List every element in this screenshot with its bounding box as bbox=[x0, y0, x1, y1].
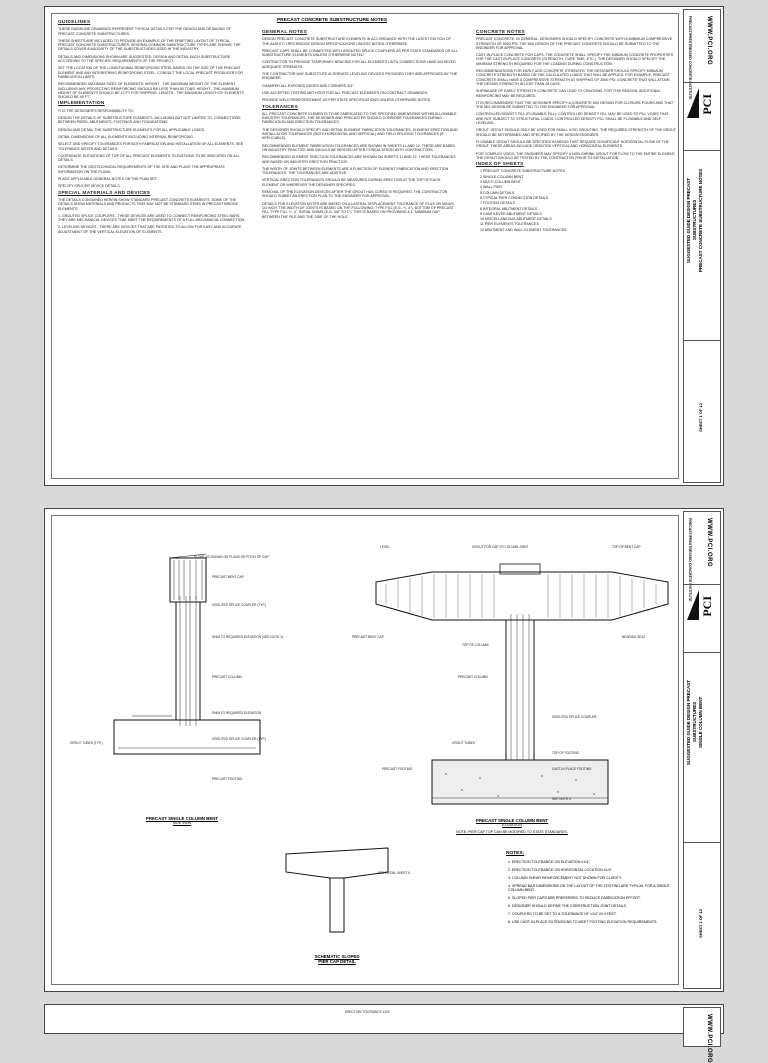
figure-2-subtitle: ELEVATION bbox=[502, 823, 522, 827]
sheet-1-main-title: PRECAST CONCRETE SUBSTRUCTURE NOTES bbox=[276, 18, 388, 23]
column-general-notes bbox=[262, 28, 458, 222]
pci-logo-icon bbox=[687, 88, 699, 118]
title-block-divider bbox=[684, 652, 720, 653]
list-item: 7. COUPLERS TO BE SET TO A TOLERANCE OF ±1/4" IN 4 FEET. bbox=[508, 912, 617, 917]
website-text: WWW.PCI.ORG bbox=[706, 16, 712, 66]
callout-elev-top-column: TOP OF COLUMN bbox=[462, 643, 489, 647]
list-item: 1 PRECAST CONCRETE SUBSTRUCTURE NOTES bbox=[480, 169, 565, 174]
list-item: COORDINATE ELEVATIONS OF TOP OF ALL PRECAST ELEMENTS. ELEVATIONS TO BE INDICATED ON ALL DETAILS. bbox=[58, 153, 240, 163]
list-item: 2 SINGLE COLUMN BENT bbox=[480, 174, 524, 179]
side-view-drawing bbox=[112, 546, 262, 786]
list-item: SET THE LOCATION OF THE LONGITUDINAL REINFORCING STEEL BASED ON THE SIZE OF THE PRECAST ELEMENT AND ANY INTERFERING REINFORCING STEEL. CONSULT THE LOCAL PRECAST PRODUCER FOR FABRICATION LIMITS. bbox=[58, 66, 243, 79]
list-item: PLACE APPLICABLE GENERAL NOTES ON THE PLAN SET. bbox=[58, 177, 158, 182]
title-block-sheet-1 bbox=[683, 9, 721, 483]
pci-logo-icon bbox=[687, 590, 699, 620]
callout-elev-footing: PRECAST FOOTING bbox=[382, 767, 413, 771]
list-item: 7 FOOTING DETAILS bbox=[480, 201, 516, 206]
list-item: THESE GUIDELINE DRAWINGS REPRESENT TYPICAL DETAILS FOR THE DESIGN AND DETAILING OF PRECAST CONCRETE SUBSTRUCTURES. bbox=[58, 27, 231, 36]
list-item: DETERMINE THE GEOTECHNICAL REQUIREMENTS OF THE SITE AND PLACE THE APPROPRIATE INFORMATION ON THE PLANS. bbox=[58, 165, 225, 174]
list-item: 3 MULTI-COLUMN BENT bbox=[480, 180, 521, 185]
list-item: RECOMMENDED MAXIMUM SIZES OF ELEMENTS: WEIGHT - THE MAXIMUM WEIGHT OF THE ELEMENT INCLUDING ANY PROJECTING REINFORCING SHOULD BE LESS THAN 50 TONS. HEIGHT - THE MAXIMUM HEIGHT OF ELEMENTS SHOULD BE 10 FT FOR SHIPPING. LENGTH - THE MAXIMUM LENGTH OF ELEMENTS SHOULD BE 40 FT. bbox=[58, 82, 244, 100]
list-item: SPECIFY SPLICER DEVICE DETAILS. bbox=[58, 184, 121, 189]
sheet-1-title-line2: PRECAST CONCRETE SUBSTRUCTURE NOTES bbox=[698, 168, 703, 272]
list-item: DESIGN THE DETAILS OF SUBSTRUCTURE ELEMENTS, INCLUDING BUT NOT LIMITED TO, CONNECTIONS BETWEEN PIERS, ABUTMENTS, FOOTINGS AND FOUNDATIONS. bbox=[58, 116, 241, 125]
callout-elev-top-cap: TOP OF BENT CAP bbox=[612, 545, 641, 549]
list-item: 2. ERECTION TOLERANCE ON HORIZONTAL LOCATION ±1/4". bbox=[508, 868, 613, 872]
callout-side-bent-cap: PRECAST BENT CAP bbox=[212, 575, 244, 579]
website-text: WWW.PCI.ORG bbox=[706, 518, 712, 568]
list-item: 8. USE CAST-IN-PLACE EXTENSIONS TO MEET FOOTING ELEVATION REQUIREMENTS. bbox=[508, 920, 658, 925]
list-item: 4 WALL PIER bbox=[480, 185, 502, 190]
title-block-divider bbox=[684, 340, 720, 341]
list-item: PRECAST CAPS SHALL BE CONNECTED WITH GROUTED SPLICE COUPLERS AS PER STATE STANDARDS OR ALL SUBSTRUCTURE ELEMENTS UNLESS OTHERWISE NOTED. bbox=[262, 48, 458, 58]
implementation-list bbox=[58, 116, 246, 189]
list-item: 3. COLUMN SHEAR REINFORCEMENT NOT SHOWN FOR CLARITY. bbox=[508, 876, 622, 880]
title-block-sheet-3 bbox=[683, 1007, 721, 1063]
column-concrete-notes bbox=[476, 28, 676, 233]
list-item: 11 PIER ELEMENTS TOLERANCES bbox=[480, 222, 539, 227]
callout-side-coupler: GROUTED SPLICE COUPLER (TYP.) bbox=[212, 603, 267, 607]
pci-logo bbox=[687, 590, 717, 622]
list-item: THE WIDTH OF JOINTS BETWEEN ELEMENTS ARE A FUNCTION OF ELEMENT FABRICATION AND ERECTION TOLERANCES. THE TOLERANCES ARE ADDITIVE. bbox=[262, 166, 449, 176]
list-item: FOR COMPLEX VOIDS, THE ENGINEER MAY SPECIFY A NON-SHRINK GROUT FOR FLOW TO THE ENTIRE ELEMENT. THE GROUT SHOULD BE TESTED BY THE CONTRACTOR PRIOR TO INSTALLATION. bbox=[476, 151, 676, 160]
heading-concrete-notes: CONCRETE NOTES bbox=[476, 30, 525, 35]
sheet-3 bbox=[44, 1004, 724, 1063]
list-item: IT IS RECOMMENDED THAT THE DESIGNER SPECIFY A CONCRETE MIX DESIGN FOR CLOSURE POURS AND THAT THE MIX DESIGN BE SUBMITTED TO THE ENGINEER FOR APPROVAL. bbox=[476, 100, 674, 110]
heading-special-materials: SPECIAL MATERIALS AND DEVICES bbox=[58, 190, 151, 196]
callout-side-column: PRECAST COLUMN bbox=[212, 675, 242, 679]
list-item: FLOWABLE GROUT SHOULD BE SPECIFIED IN AREAS THAT REQUIRE SIGNIFICANT HORIZONTAL FLOW OF THE GROUT. THESE AREAS INCLUDE GROUTED VERTICAL AND HORIZONTAL ELEMENTS. bbox=[476, 139, 669, 149]
list-item: 5. SLOPED PIER CAPS ARE PREFERRED TO REDUCE FABRICATION EFFORT. bbox=[508, 896, 641, 901]
figure-3-subtitle: PIER CAP DETAIL bbox=[318, 959, 356, 964]
list-item: 2. LEVELING DEVICES - THERE ARE DEVICES THAT ARE PATENTED TO ALLOW FOR EASY AND ACCURATE ADJUSTMENT OF THE VERTICAL ELEVATION OF ELEMENTS. bbox=[58, 225, 242, 234]
callout-elev-bent-cap: PRECAST BENT CAP bbox=[352, 635, 384, 639]
sheet-2-notes bbox=[506, 852, 686, 928]
list-item: THESE SHEETS ARE INCLUDED TO PROVIDE AN EXAMPLE OF THE DRAFTING LAYOUT OF TYPICAL PRECAST CONCRETE SUBSTRUCTURES. SEVERAL COMMON SUBSTRUCTURE TYPES ARE SHOWN. THE DETAILS COVER A MAJORITY OF THE SUBSTRUCTURES USED IN THE INDUSTRY. bbox=[58, 38, 241, 52]
sheet-1 bbox=[44, 6, 724, 486]
title-block-sheet-2 bbox=[683, 511, 721, 989]
manual-title: PRECAST/PRESTRESSED CONCRETE INSTITUTE bbox=[688, 518, 692, 602]
callout-elev-grout: GROUT FOR CAP TO COLUMN JOINT bbox=[472, 545, 529, 549]
column-guidelines bbox=[58, 18, 246, 237]
figure-1-title-text: PRECAST SINGLE COLUMN BENT bbox=[145, 816, 219, 821]
list-item: PRECAST CONCRETE: IN GENERAL, DESIGNERS SHOULD SPECIFY CONCRETE WITH A MINIMUM COMPRESSIVE STRENGTH OF 5000 PSI. THE MIX DESIGN OF THE PRECAST CONCRETE SHOULD BE SUBMITTED TO THE ENGINEER FOR APPROVAL. bbox=[476, 37, 673, 50]
callout-side-footing: PRECAST FOOTING bbox=[212, 777, 243, 781]
figure-2-title bbox=[432, 818, 592, 835]
sheet-1-title-line1: SUGGESTED GUIDE DESIGN PRECAST SUBSTRUCTURES bbox=[686, 177, 697, 263]
callout-elev-bearing: BEARING SEAT bbox=[622, 635, 646, 639]
implementation-intro: IT IS THE DESIGNER'S RESPONSIBILITY TO: bbox=[58, 108, 134, 113]
list-item: SHRINKAGE OF EARLY STRENGTH CONCRETE CAN LEAD TO CRACKING. FOR THIS REASON, ADDITIONAL REINFORCING MAY BE REQUIRED. bbox=[476, 89, 661, 98]
list-item: THE CONTRACTOR MAY SUBSTITUTE ALTERNATE LEVELING DEVICES PROVIDED THEY ARE APPROVED BY THE ENGINEER. bbox=[262, 72, 458, 81]
title-block-divider bbox=[684, 150, 720, 151]
list-item: GROUT: GROUT SHOULD ONLY BE USED FOR SMALL VOID GROUTING. THE REQUIRED STRENGTH OF THE GROUT SHOULD BE DETERMINED AND SPECIFIED BY THE DESIGN ENGINEER. bbox=[476, 128, 676, 137]
sheet-2-title bbox=[686, 662, 704, 782]
figure-3-title bbox=[282, 954, 392, 964]
list-item: 9 CANTILEVER ABUTMENT DETAILS bbox=[480, 211, 542, 216]
list-item: THE DESIGNER SHOULD SPECIFY AND DETAIL ELEMENT FABRICATION TOLERANCES, ELEMENT ERECTION AND INSTALLATION TOLERANCES (BOTH HORIZONTAL AND VERTICAL) AND FIELD SPLICING TOLERANCES (IF APPLICABLE). bbox=[262, 127, 458, 141]
sheet-2-title-line2: SINGLE COLUMN BENT bbox=[698, 696, 703, 748]
elevation-drawing bbox=[372, 564, 672, 814]
concrete-list bbox=[476, 37, 676, 160]
heading-guidelines: GUIDELINES bbox=[58, 20, 91, 25]
special-list bbox=[58, 198, 246, 234]
title-block-divider bbox=[684, 82, 720, 83]
list-item: RECOMMENDED ELEMENT FABRICATION TOLERANCES ARE SHOWN IN SHEETS 11 AND 12. THESE ARE BASED ON INDUSTRY PRACTICE AND SHOULD BE REVISED AFTER CONSULTATION WITH CONTRACTORS. bbox=[262, 143, 456, 152]
notes-title: NOTES: bbox=[506, 851, 525, 856]
list-item: CAST-IN-PLACE CONCRETE FOR CAPS: THE CONCRETE SHALL SPECIFY THE MINIMUM CONCRETE PROPERTIES FOR THE CAST-IN-PLACE CONCRETE (STRENGTH, CURE TIME, ETC.). THE DESIGNER SHOULD SPECIFY THE MINIMUM STRENGTH REQUIRED FOR THE LOADING DURING CONSTRUCTION. bbox=[476, 53, 674, 66]
figure-2-title-text: PRECAST SINGLE COLUMN BENT bbox=[475, 818, 549, 823]
title-block-divider bbox=[684, 842, 720, 843]
general-list bbox=[262, 37, 458, 102]
list-item: 5 COLUMN DETAILS bbox=[480, 190, 515, 195]
title-block-divider bbox=[684, 584, 720, 585]
list-item: 1. ERECTION TOLERANCE ON ELEVATION ±1/4". bbox=[508, 860, 591, 864]
list-item: ALL PRECAST CONCRETE ELEMENTS TO BE FABRICATED TO THE SPECIFIED DIMENSIONS WITHIN ALLOWABLE INDUSTRY TOLERANCES. THE DESIGNER AND PRECASTER SHOULD CONSIDER TOLERANCES DURING FABRICATION AND ERECTION TOLERANCES. bbox=[262, 111, 457, 125]
manual-title: PRECAST/PRESTRESSED CONCRETE INSTITUTE bbox=[688, 16, 692, 100]
sheet-2-content bbox=[51, 515, 679, 985]
list-item: USE ACCEPTED TESTING METHODS FOR ALL PRECAST ELEMENTS ON CONTRACT DRAWINGS. bbox=[262, 90, 429, 95]
pci-logo bbox=[687, 88, 717, 120]
list-item: 12 ABUTMENT AND WALL ELEMENT TOLERANCES bbox=[480, 227, 567, 232]
list-item: DESIGN PRECAST CONCRETE SUBSTRUCTURE ELEMENTS IN ACCORDANCE WITH THE LATEST EDITION OF THE AASHTO LRFD BRIDGE DESIGN SPECIFICATIONS UNLESS NOTED OTHERWISE. bbox=[262, 37, 451, 46]
heading-tolerances: TOLERANCES bbox=[262, 104, 298, 110]
list-item: DESIGN AND DETAIL THE SUBSTRUCTURE ELEMENTS FOR ALL APPLICABLE LOADS. bbox=[58, 127, 205, 132]
callout-elev-column: PRECAST COLUMN bbox=[458, 675, 488, 679]
list-item: CONTRACTOR TO PROVIDE TEMPORARY BRACING FOR ALL ELEMENTS UNTIL CONNECTIONS HAVE ACHIEVED ADEQUATE STRENGTH. bbox=[262, 60, 456, 69]
list-item: 4. SPREAD BAR DIMENSIONS ON THE LAYOUT OF THE FOOTING ARE TYPICAL FOR A SINGLE COLUMN BENT. bbox=[508, 884, 670, 893]
callout-fig3: SEE DETAIL SHEET 6 bbox=[378, 871, 411, 875]
pci-logo-text: PCI bbox=[700, 596, 714, 617]
pci-logo-text: PCI bbox=[700, 94, 714, 115]
list-item: DETAILS FOR ELEVATION NOTES ARE BASED ON A LATERAL DISPLACEMENT TOLERANCE OF PLUS OR MINUS 1/4 INCH. THE WIDTH OF JOINTS IS BASED ON THE FOLLOWING: TYPE FILL (E.G. +/- 4"), BOTTOM OF PRECAST FILL TYPE FILL +/- 4", INITIAL SHIMS (E.G. 3/8" TO 1"). THIS IS BASED ON PROVIDING A 1" MINIMUM GAP BETWEEN THE PILE AND THE SIDE OF THE HOLE. bbox=[262, 201, 454, 219]
list-item: DETAIL DIMENSIONS OF ALL ELEMENTS INCLUDING INTERNAL REINFORCING. bbox=[58, 134, 194, 139]
list-item: 6. DESIGNER SHOULD DEFINE THE CONSTRUCTION JOINT DETAILS. bbox=[508, 904, 628, 909]
list-item: 1. GROUTED SPLICE COUPLERS - THESE DEVICES ARE USED TO CONNECT REINFORCING STEEL BARS. THEY ARE MECHANICAL DEVICES THAT MEET THE REQUIREMENTS OF A FULL MECHANICAL CONNECTION. bbox=[58, 213, 246, 223]
list-item: THE DETAILS CONTAINED HEREIN SHOW STANDARD PRECAST CONCRETE ELEMENTS. SOME OF THE DETAILS SHOW MATERIALS AND PRODUCTS THAT MAY NOT BE STANDARD ITEMS IN PRECAST BRIDGE ELEMENTS. bbox=[58, 197, 239, 211]
callout-elev-coupler: GROUTED SPLICE COUPLER bbox=[552, 715, 597, 719]
list-item: CONTROLLED DENSITY FILL (FLOWABLE FILL): CONTROLLED DENSITY FILL MAY BE USED TO FILL VOIDS THAT ARE NOT SUBJECT TO STRUCTURAL LOADS. CONTROLLED DENSITY FILL SHALL BE FLOWABLE AND SELF LEVELING. bbox=[476, 112, 669, 126]
callout-elev-cip-footing: CAST-IN-PLACE FOOTING bbox=[552, 767, 592, 771]
list-item: VERTICAL ERECTION TOLERANCES SHOULD BE MEASURED DURING ERECTION AT THE TOP OF EACH ELEMENT OR WHEREVER THE DESIGNER SPECIFIES. bbox=[262, 178, 441, 187]
list-item: RECOMMENDED ELEMENT ERECTION TOLERANCES ARE SHOWN ON SHEETS 11 AND 12. THESE TOLERANCES ARE BASED ON INDUSTRY ERECTION PRACTICE. bbox=[262, 155, 456, 164]
figure-3-title-text: SCHEMATIC SLOPED bbox=[314, 954, 360, 959]
sheet-1-title bbox=[686, 160, 704, 280]
list-item: PROVIDE WELD REINFORCEMENT AS PER STATE SPECIFICATIONS UNLESS OTHERWISE NOTED. bbox=[262, 98, 432, 103]
callout-side-slope: SLOPE AS SHOWN ON PLANS OR PITCH OF CAP bbox=[194, 555, 269, 559]
index-list bbox=[476, 169, 676, 232]
callout-elev-note4: SEE NOTE 4 bbox=[552, 797, 571, 801]
sheet-2-title-line1: SUGGESTED GUIDE DESIGN PRECAST SUBSTRUCTURES bbox=[686, 679, 697, 765]
sheet-3-header: ERECTION TOLERANCE ±1/4" bbox=[345, 1010, 390, 1014]
heading-implementation: IMPLEMENTATION bbox=[58, 101, 105, 107]
tolerances-list bbox=[262, 112, 458, 219]
list-item: 8 INTEGRAL ABUTMENT DETAILS bbox=[480, 206, 538, 211]
callout-side-shim-2: SHIM TO REQUIRED ELEVATION bbox=[212, 711, 262, 715]
notes-list bbox=[508, 860, 686, 925]
callout-elev-top-footing: TOP OF FOOTING bbox=[552, 751, 580, 755]
callout-elev-level: LEVEL bbox=[380, 545, 390, 549]
heading-index: INDEX OF SHEETS bbox=[476, 162, 524, 168]
guidelines-list bbox=[58, 27, 246, 99]
sloped-pier-cap-drawing bbox=[282, 844, 392, 934]
website-text: WWW.PCI.ORG bbox=[706, 1014, 712, 1063]
list-item: 6 TYPICAL PIER CONNECTION DETAILS bbox=[480, 195, 549, 200]
callout-elev-grout-tubes: GROUT TUBES bbox=[452, 741, 475, 745]
sheet-1-number: SHEET 1 OF 12 bbox=[698, 403, 703, 432]
list-item: DETAILS AND DIMENSIONS SHOWN ARE SUGGESTED. DESIGN AND DETAIL EACH SUBSTRUCTURE ACCORDING TO THE SPECIFIC REQUIREMENTS OF THE PROJECT. bbox=[58, 54, 231, 64]
heading-general-notes: GENERAL NOTES bbox=[262, 30, 308, 35]
list-item: 10 MISCELLANEOUS ABUTMENT DETAILS bbox=[480, 217, 552, 222]
callout-side-coupler-2: GROUTED SPLICE COUPLER (TYP.) bbox=[212, 737, 267, 741]
sheet-2 bbox=[44, 508, 724, 992]
figure-1-subtitle: SIDE VIEW bbox=[172, 821, 192, 825]
list-item: REMOVAL OF THE ELEVATION DEVICES AFTER THE GROUT HAS CURED IS REQUIRED. THE CONTRACTOR SHOULD SUBMIT AN ERECTION PLAN TO THE ENGINEER FOR APPROVAL. bbox=[262, 190, 448, 199]
callout-side-grout-tubes: GROUT TUBES (TYP.) bbox=[70, 741, 103, 745]
list-item: RECOMMENDATIONS FOR EARLY AGE CONCRETE STRENGTH: THE DESIGNER SHOULD SPECIFY MINIMUM CONCRETE STRENGTH BASED ON THE CALCULATED LOADS THAT WILL BE APPLIED. FOR EXAMPLE, PRECAST CONCRETE SHALL HAVE A COMPRESSIVE STRENGTH AT SHIPPING OF 3500 PSI; CONCRETE THAT WILL ATTAIN THE DESIGN STRENGTH IN LESS THAN 28 DAYS. bbox=[476, 69, 670, 86]
sheet-2-number: SHEET 2 OF 12 bbox=[698, 909, 703, 938]
figure-2-note: NOTE: PIER CAP TOP CAN BE MODIFIED TO STATE STANDARDS. bbox=[456, 830, 568, 834]
figure-1-title bbox=[92, 816, 272, 826]
sheet-1-content bbox=[51, 13, 679, 479]
list-item: SELECT AND SPECIFY TOLERANCES FOR BOTH FABRICATION AND INSTALLATION OF ALL ELEMENTS. SEE TOLERANCE NOTES AND DETAILS. bbox=[58, 142, 244, 151]
callout-side-shim: SHIM TO REQUIRED ELEVATION (SEE NOTE 1) bbox=[212, 635, 283, 639]
list-item: CHAMFER ALL EXPOSED EDGES AND CORNERS 3/4". bbox=[262, 83, 355, 88]
